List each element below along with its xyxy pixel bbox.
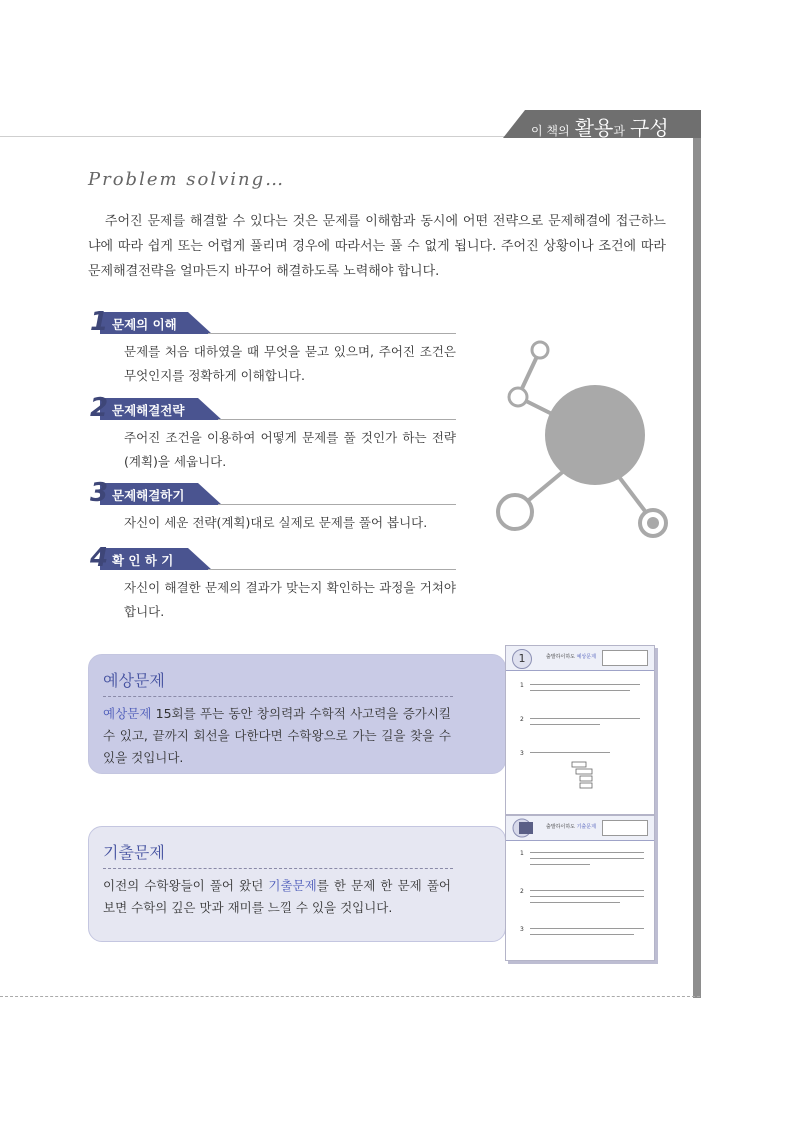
intro-title: Problem solving… (88, 169, 286, 190)
text-line (530, 752, 610, 753)
step-1-text: 문제를 처음 대하였을 때 무엇을 묻고 있으며, 주어진 조건은 무엇인지를 정확하게 이해합니다. (124, 344, 456, 383)
past-problems-body-start: 이전의 수학왕들이 풀어 왔던 (103, 878, 269, 893)
tab-part1: 이 책의 (531, 124, 570, 138)
step-4-header (88, 543, 456, 573)
thumbnail-stamp-icon (510, 818, 538, 838)
step-1-label: 문제의 이해 (112, 317, 177, 332)
thumbnail-question-2: 2 (520, 888, 524, 895)
thumbnail-number-badge: 1 (512, 649, 532, 669)
past-problems-box (88, 826, 506, 942)
step-1-number: 1 (90, 307, 109, 337)
text-line (530, 690, 630, 691)
step-4-rule (208, 569, 456, 570)
step-3-text: 자신이 세운 전략(계획)대로 실제로 문제를 풀어 봅니다. (124, 515, 428, 530)
text-line (530, 928, 644, 929)
text-line (530, 902, 620, 903)
past-page-thumbnail (505, 815, 655, 961)
expected-problems-highlight: 예상문제 (103, 706, 152, 721)
thumbnail-question-3: 3 (520, 750, 524, 757)
thumbnail-score-boxes (602, 650, 648, 666)
step-3-header (88, 478, 456, 508)
step-2-label: 문제해결전략 (112, 403, 185, 418)
expected-problems-box (88, 654, 506, 774)
thumbnail-question-2: 2 (520, 716, 524, 723)
past-problems-title: 기출문제 (103, 843, 165, 862)
step-2 (88, 393, 456, 474)
past-problems-body-end: 를 한 문제 한 문제 풀어 보면 수학의 깊은 맛과 재미를 느낄 수 있을 것입니다. (103, 878, 452, 915)
step-2-header (88, 393, 456, 423)
thumbnail-title-accent: 예상문제 (576, 654, 596, 660)
step-4-text: 자신이 해결한 문제의 결과가 맞는지 확인하는 과정을 거쳐야 합니다. (124, 580, 456, 619)
thumbnail-title-accent: 기출문제 (576, 824, 596, 830)
thumbnail-title (546, 653, 596, 660)
expected-page-thumbnail (505, 645, 655, 815)
tab-part3: 과 (613, 124, 625, 138)
expected-problems-divider (103, 696, 453, 697)
past-problems-text (103, 875, 451, 919)
step-1 (88, 307, 456, 388)
thumbnail-title-prefix: 출발하이하도 (546, 824, 575, 830)
small-bubble (509, 388, 527, 406)
thumbnail-question-1: 1 (520, 850, 524, 857)
text-line (530, 718, 640, 719)
thumbnail-header (506, 816, 654, 841)
step-4-label: 확 인 하 기 (112, 553, 174, 568)
text-line (530, 724, 600, 725)
intro-paragraph: 주어진 문제를 해결할 수 있다는 것은 문제를 이해함과 동시에 어떤 전략으로 문제해결에 접근하느냐에 따라 쉽게 또는 어렵게 풀리며 경우에 따라서는 풀 수 없게 됩니다. 주어진 상황이나 조건에 따라 문제해결전략을 얼마든지 바꾸어 해결하도록 노력해야 합니다. (88, 214, 666, 279)
step-3-number: 3 (90, 478, 109, 508)
thumbnail-score-boxes (602, 820, 648, 836)
expected-problems-title: 예상문제 (103, 671, 165, 690)
text-line (530, 934, 634, 935)
step-2-rule (218, 419, 456, 420)
text-line (530, 684, 640, 685)
text-line (530, 864, 590, 865)
step-4 (88, 543, 456, 624)
step-2-number: 2 (90, 393, 109, 423)
thumbnail-title-prefix: 출발하이하도 (546, 654, 575, 660)
step-2-text: 주어진 조건을 이용하여 어떻게 문제를 풀 것인가 하는 전략(계획)을 세웁니다. (124, 430, 456, 469)
step-1-rule (208, 333, 456, 334)
small-bubble (532, 342, 548, 358)
bottom-dashed-rule (0, 996, 700, 997)
tab-part2: 활용 (574, 116, 614, 140)
thumbnail-figure (566, 760, 606, 792)
expected-problems-body: 15회를 푸는 동안 창의력과 수학적 사고력을 증가시킬 수 있고, 끝까지 회선을 다한다면 수학왕으로 가는 길을 찾을 수 있을 것입니다. (103, 706, 451, 765)
text-line (530, 896, 644, 897)
step-3-rule (218, 504, 456, 505)
tab-part4: 구성 (630, 116, 669, 140)
step-4-number: 4 (90, 543, 109, 573)
expected-problems-text (103, 703, 451, 769)
step-1-header (88, 307, 456, 337)
step-3-label: 문제해결하기 (112, 488, 185, 503)
medium-bubble (498, 495, 532, 529)
text-line (530, 890, 644, 891)
page-edge-bar (693, 136, 701, 998)
text-line (530, 852, 644, 853)
section-tab (503, 110, 701, 138)
thumbnail-question-1: 1 (520, 682, 524, 689)
thumbnail-title (546, 823, 596, 830)
thumbnail-header (506, 646, 654, 671)
thumbnail-question-3: 3 (520, 926, 524, 933)
section-tab-label (531, 112, 699, 140)
bubble-decoration (490, 335, 680, 545)
past-problems-highlight: 기출문제 (268, 878, 317, 893)
past-problems-divider (103, 868, 453, 869)
step-3 (88, 478, 456, 535)
text-line (530, 858, 644, 859)
large-bubble (545, 385, 645, 485)
